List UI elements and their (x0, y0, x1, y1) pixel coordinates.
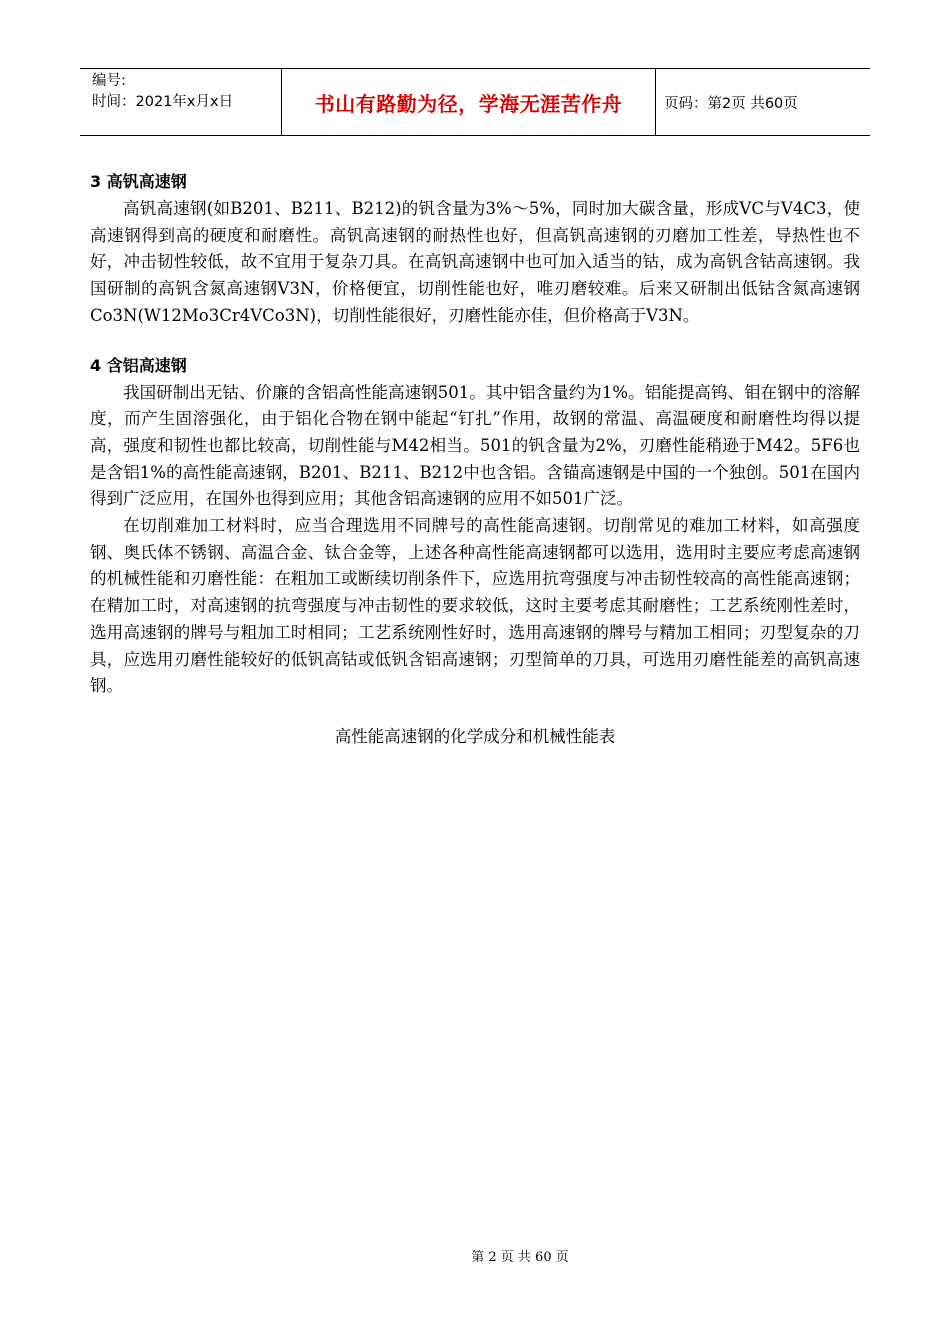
doc-time-label: 时间：2021年x月x日 (92, 94, 234, 110)
section-heading-aluminum: 4 含铝高速钢 (90, 355, 187, 375)
section-heading-high-vanadium: 3 高钒高速钢 (90, 172, 187, 191)
header-meta (80, 69, 282, 135)
paragraph: 在切削难加工材料时，应当合理选用不同牌号的高性能高速钢。切削常见的难加工材料，如高强度钢、奥氏体不锈钢、高温合金、钛合金等，上述各种高性能高速钢都可以选用，选用时主要应考虑高速钢的机械性能和刃磨性能：在粗加工或断续切削条件下，应选用抗弯强度与冲击韧性较高的高性能高速钢；在精加工时，对高速钢的抗弯强度与冲击韧性的要求较低，这时主要考虑其耐磨性；工艺系统刚性差时，选用高速钢的牌号与粗加工时相同；工艺系统刚性好时，选用高速钢的牌号与精加工相同；刃型复杂的刀具，应选用刃磨性能较好的低钒高钴或低钒含铝高速钢；刃型简单的刀具，可选用刃磨性能差的高钒高速钢。 (90, 516, 860, 696)
table-caption: 高性能高速钢的化学成分和机械性能表 (334, 726, 616, 746)
doc-number-label: 编号: (92, 73, 126, 89)
paragraph: 高钒高速钢(如B201、B211、B212)的钒含量为3%～5%，同时加大碳含量，形成VC与V4C3，使高速钢得到高的硬度和耐磨性。高钒高速钢的耐热性也好，但高钒高速钢的刃磨加工性差，导热性也不好，冲击韧性较低，故不宜用于复杂刀具。在高钒高速钢中也可加入适当的钴，成为高钒含钴高速钢。我国研制的高钒含氮高速钢V3N，价格便宜，切削性能也好，唯刃磨较难。后来又研制出低钴含氮高速钢Co3N(W12Mo3Cr4VCo3N)，切削性能很好，刃磨性能亦佳，但价格高于V3N。 (90, 199, 860, 325)
page-header (80, 68, 870, 136)
header-page-info: 页码：第2页 共60页 (664, 95, 798, 112)
page-footer: 第 2 页 共 60 页 (471, 1250, 569, 1265)
header-slogan: 书山有路勤为径，学海无涯苦作舟 (282, 69, 656, 135)
paragraph: 我国研制出无钴、价廉的含铝高性能高速钢501。其中铝含量约为1%。铝能提高钨、钼在钢中的溶解度，而产生固溶强化，由于铝化合物在钢中能起“钉扎”作用，故钢的常温、高温硬度和耐磨性均得以提高，强度和韧性也都比较高，切削性能与M42相当。501的钒含量为2%，刃磨性能稍逊于M42。5F6也是含铝1%的高性能高速钢，B201、B211、B212中也含铝。含锚高速钢是中国的一个独创。501在国内得到广泛应用，在国外也得到应用；其他含铝高速钢的应用不如501广泛。 (90, 382, 860, 509)
document-body (90, 168, 860, 750)
